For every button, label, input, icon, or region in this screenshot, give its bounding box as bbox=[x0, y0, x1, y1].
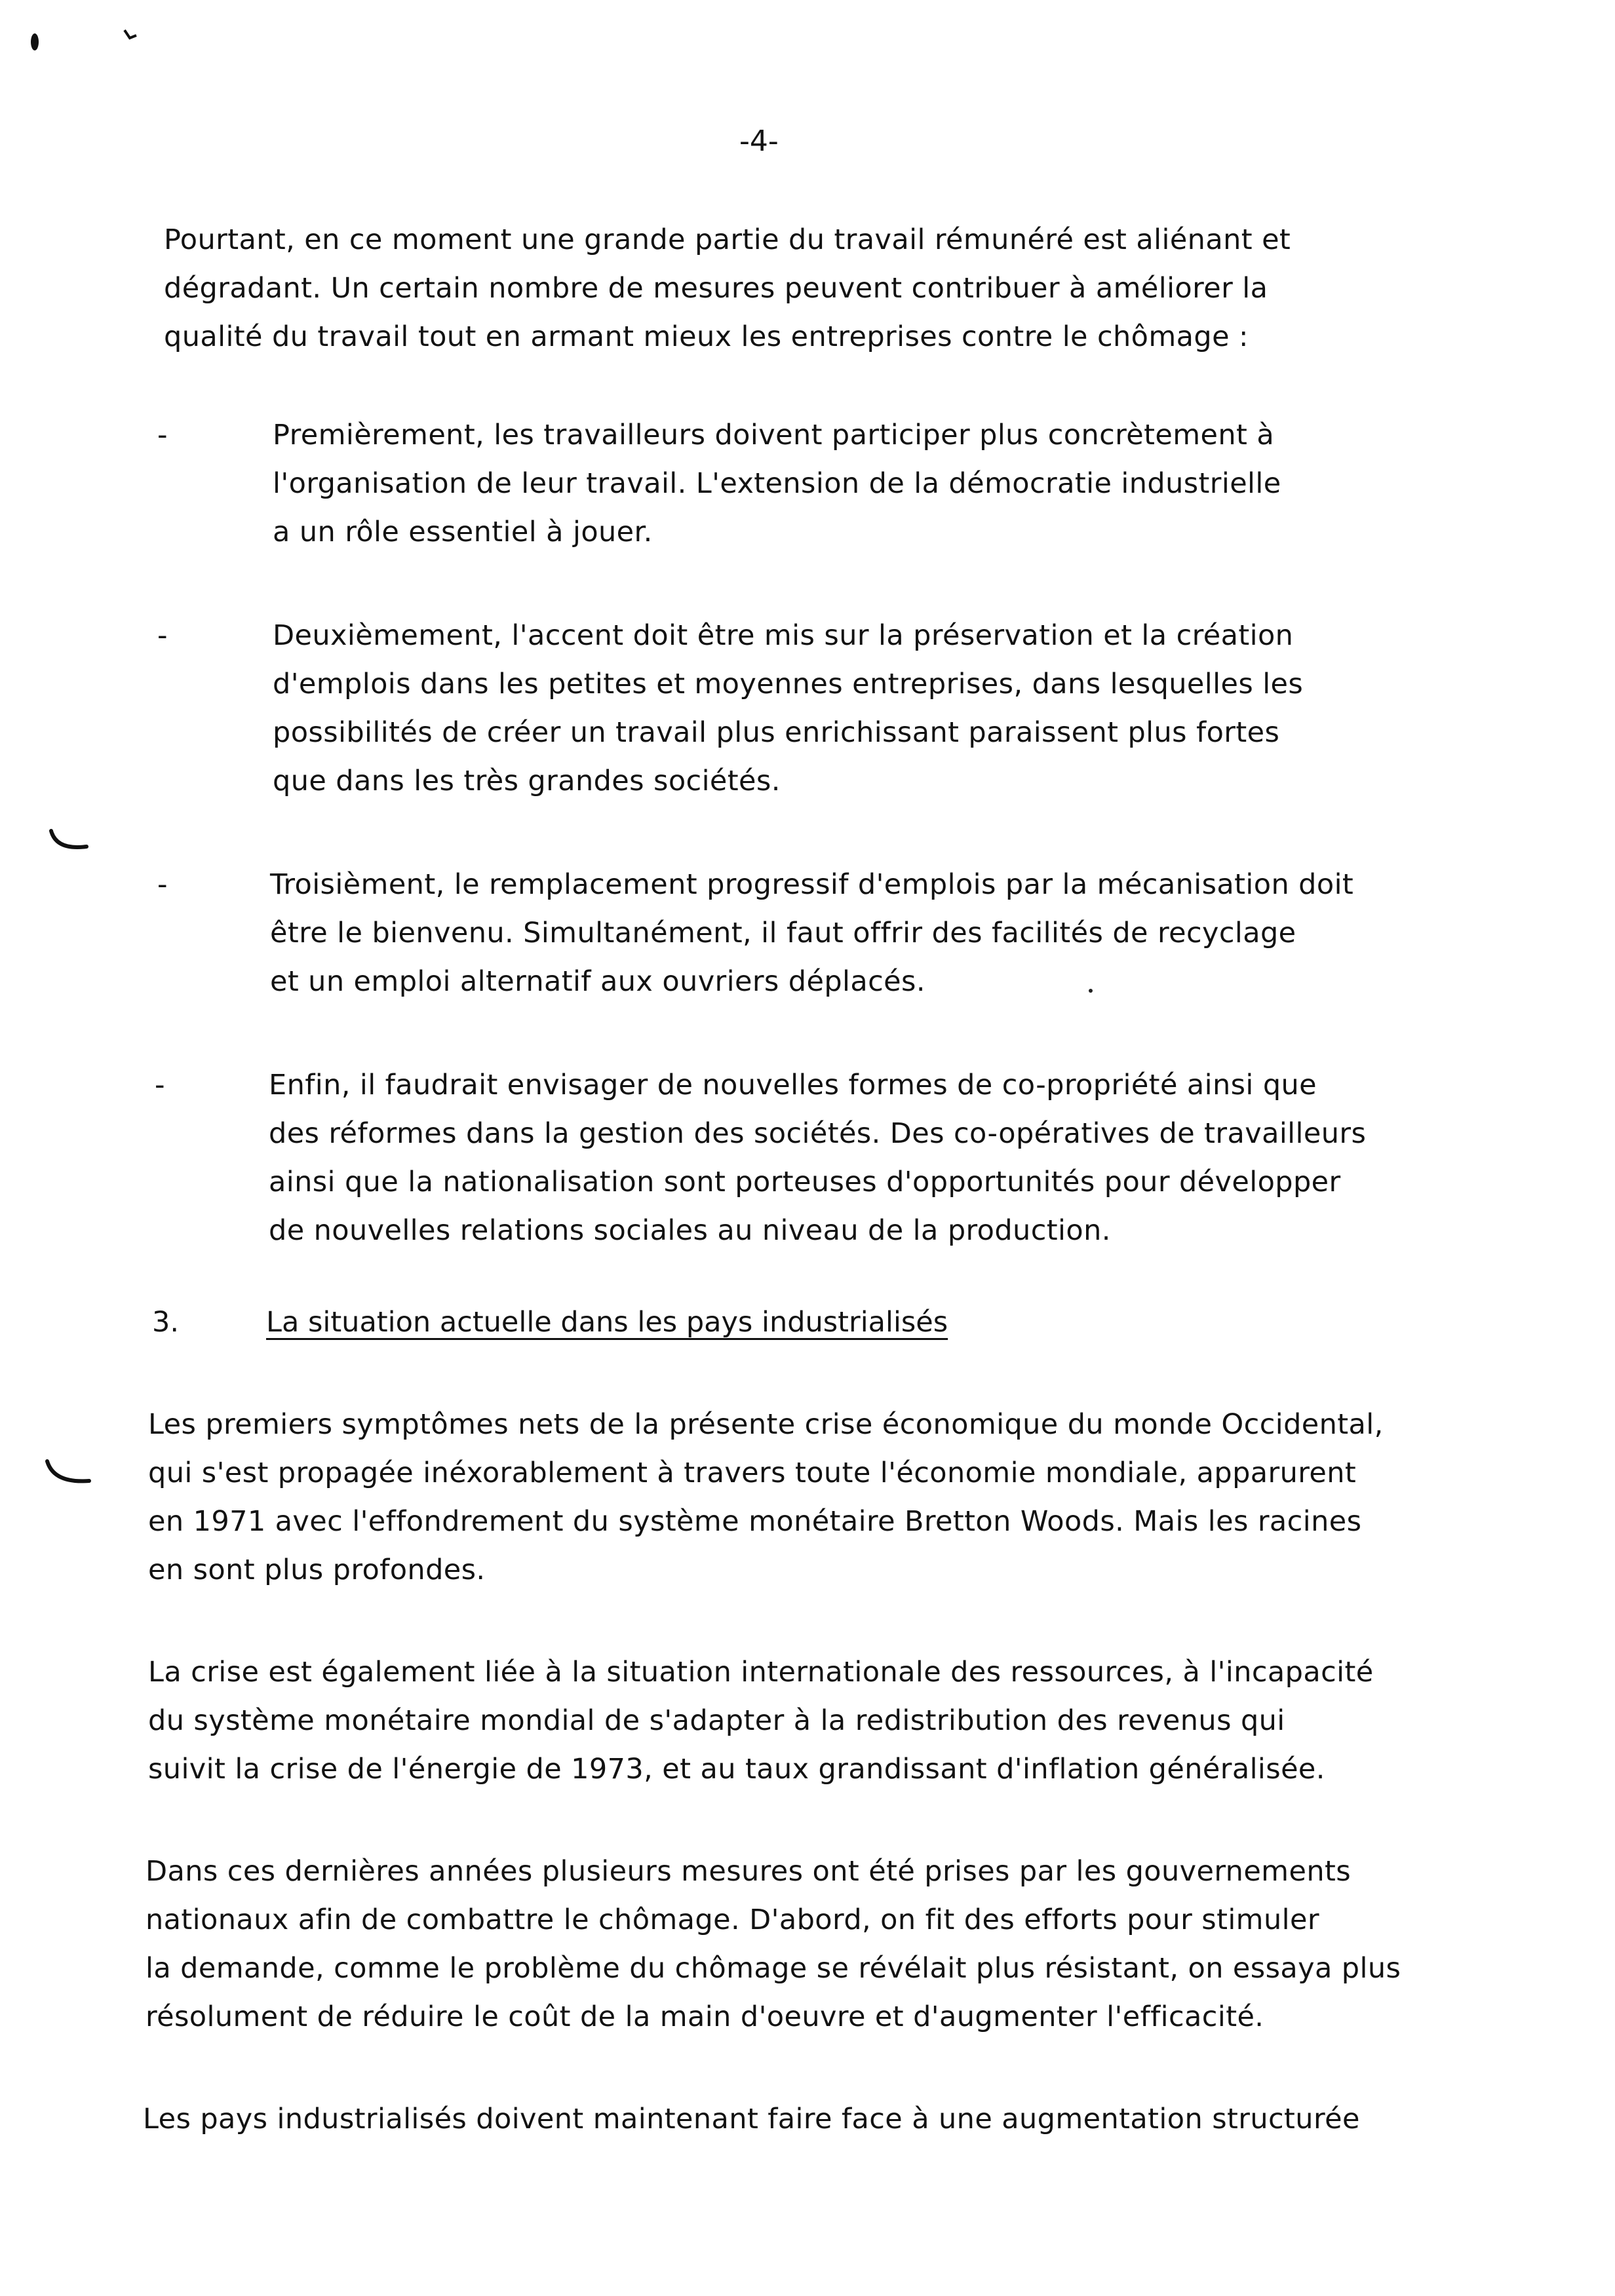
bullet-dash: - bbox=[157, 419, 168, 451]
bullet-dash: - bbox=[157, 619, 168, 652]
bullet-dash: - bbox=[157, 868, 168, 901]
bullet-line: que dans les très grandes sociétés. bbox=[273, 765, 781, 797]
paragraph-line: en 1971 avec l'effondrement du système monétaire Bretton Woods. Mais les racines bbox=[148, 1505, 1362, 1538]
bullet-line: l'organisation de leur travail. L'extension de la démocratie industrielle bbox=[273, 467, 1281, 500]
paragraph-line: nationaux afin de combattre le chômage. D'abord, on fit des efforts pour stimuler bbox=[146, 1904, 1319, 1936]
paragraph-line: Les premiers symptômes nets de la présente crise économique du monde Occidental, bbox=[148, 1408, 1384, 1441]
bullet-line: Enfin, il faudrait envisager de nouvelles formes de co-propriété ainsi que bbox=[269, 1069, 1317, 1101]
scan-dot-mark bbox=[29, 29, 42, 55]
intro-line: dégradant. Un certain nombre de mesures peuvent contribuer à améliorer la bbox=[164, 272, 1268, 305]
bullet-line: Premièrement, les travailleurs doivent participer plus concrètement à bbox=[273, 419, 1275, 451]
paragraph-line: en sont plus profondes. bbox=[148, 1554, 486, 1586]
paragraph-line: résolument de réduire le coût de la main d'oeuvre et d'augmenter l'efficacité. bbox=[146, 2000, 1264, 2033]
bullet-line: de nouvelles relations sociales au niveau de la production. bbox=[269, 1214, 1111, 1247]
paragraph-line: la demande, comme le problème du chômage se révélait plus résistant, on essaya plus bbox=[146, 1952, 1401, 1985]
paragraph-line: du système monétaire mondial de s'adapter à la redistribution des revenus qui bbox=[148, 1704, 1285, 1737]
stray-dot-mark bbox=[1088, 988, 1095, 995]
bullet-line: d'emplois dans les petites et moyennes entreprises, dans lesquelles les bbox=[273, 668, 1304, 700]
bullet-line: a un rôle essentiel à jouer. bbox=[273, 516, 653, 548]
page-number: -4- bbox=[739, 124, 779, 158]
margin-hook-mark-1 bbox=[47, 827, 93, 860]
section-number: 3. bbox=[152, 1306, 180, 1339]
bullet-line: et un emploi alternatif aux ouvriers déplacés. bbox=[270, 965, 925, 998]
scan-tick-mark bbox=[121, 26, 140, 46]
paragraph-line: Les pays industrialisés doivent maintenant faire face à une augmentation structurée bbox=[143, 2103, 1360, 2135]
paragraph-line: La crise est également liée à la situation internationale des ressources, à l'incapacité bbox=[148, 1656, 1374, 1689]
bullet-line: possibilités de créer un travail plus enrichissant paraissent plus fortes bbox=[273, 716, 1280, 749]
bullet-dash: - bbox=[155, 1069, 165, 1101]
bullet-line: être le bienvenu. Simultanément, il faut offrir des facilités de recyclage bbox=[270, 917, 1296, 949]
paragraph-line: suivit la crise de l'énergie de 1973, et au taux grandissant d'inflation généralisée. bbox=[148, 1753, 1325, 1786]
bullet-line: ainsi que la nationalisation sont porteuses d'opportunités pour développer bbox=[269, 1166, 1341, 1198]
intro-line: qualité du travail tout en armant mieux les entreprises contre le chômage : bbox=[164, 320, 1249, 353]
margin-hook-mark-2 bbox=[43, 1457, 96, 1491]
intro-line: Pourtant, en ce moment une grande partie du travail rémunéré est aliénant et bbox=[164, 223, 1291, 256]
bullet-line: Troisièment, le remplacement progressif d'emplois par la mécanisation doit bbox=[270, 868, 1354, 901]
bullet-line: Deuxièmement, l'accent doit être mis sur la préservation et la création bbox=[273, 619, 1294, 652]
paragraph-line: Dans ces dernières années plusieurs mesures ont été prises par les gouvernements bbox=[146, 1855, 1352, 1888]
section-title: La situation actuelle dans les pays industrialisés bbox=[266, 1306, 948, 1339]
bullet-line: des réformes dans la gestion des sociétés. Des co-opératives de travailleurs bbox=[269, 1117, 1367, 1150]
paragraph-line: qui s'est propagée inéxorablement à travers toute l'économie mondiale, apparurent bbox=[148, 1457, 1357, 1489]
